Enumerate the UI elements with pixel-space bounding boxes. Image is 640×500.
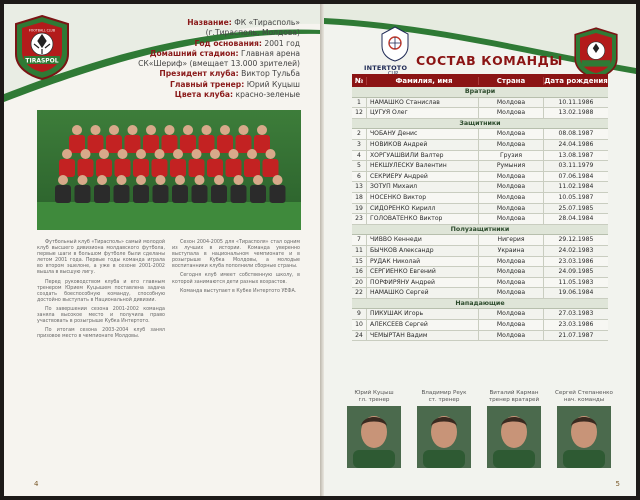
table-row <box>352 151 608 162</box>
info-value: (г.Тирасполь, Молдова) <box>205 28 300 38</box>
team-photo <box>37 110 301 230</box>
player-number: 12 <box>352 108 367 118</box>
table-row <box>352 161 608 172</box>
table-row <box>352 257 608 268</box>
player-country: Грузия <box>479 151 544 161</box>
coach-role: ст. тренер <box>428 396 460 403</box>
player-birthdate: 13.08.1987 <box>558 151 594 159</box>
player-name: РУДАК Николай <box>367 257 479 267</box>
table-row <box>352 320 608 331</box>
player-number: 2 <box>352 129 367 139</box>
player-birthdate: 07.06.1984 <box>558 172 594 180</box>
coach-name: Владимир Реук <box>421 390 467 396</box>
player-number: 5 <box>352 161 367 171</box>
player-country: Молдова <box>479 129 544 139</box>
col-number: № <box>352 77 367 85</box>
player-country: Молдова <box>479 320 544 330</box>
player-country: Молдова <box>479 193 544 203</box>
paragraph: Перед руководством клуба и его главным тренером Юрием Куцышем поставлена задача создать боеспособную команду, способную достойно выступать в Национальной дивизии. <box>37 279 165 303</box>
table-row <box>352 246 608 257</box>
player-country: Молдова <box>479 172 544 182</box>
player-number: 16 <box>352 267 367 277</box>
player-name: АЛЕКСЕЕВ Сергей <box>367 320 479 330</box>
player-birthdate: 23.03.1986 <box>558 257 594 265</box>
coach-name: Юрий Куцыш <box>354 390 394 396</box>
info-label: Главный тренер: <box>170 79 245 89</box>
squad-title: СОСТАВ КОМАНДЫ <box>416 53 563 68</box>
player-number: 13 <box>352 182 367 192</box>
player-number: 23 <box>352 214 367 224</box>
left-page <box>4 4 322 496</box>
coach-name: Сергей Степаненко <box>555 390 613 396</box>
coaching-staff <box>342 390 622 480</box>
table-row <box>352 172 608 183</box>
col-birthdate: Дата рождения <box>544 76 608 85</box>
player-name: ЗОТУП Михаил <box>367 182 479 192</box>
coach-name: Виталий Карман <box>489 390 539 396</box>
player-country: Румыния <box>479 161 544 171</box>
player-birthdate: 10.11.1986 <box>558 98 594 106</box>
coach-photo <box>487 406 541 468</box>
table-row <box>352 267 608 278</box>
section-heading: Полузащитники <box>352 225 608 236</box>
player-birthdate: 13.02.1988 <box>558 109 594 117</box>
player-number: 11 <box>352 246 367 256</box>
player-number: 9 <box>352 309 367 319</box>
player-name: ЦУГУЯ Олег <box>367 108 479 118</box>
info-label: Год основания: <box>194 38 262 48</box>
paragraph: Команда выступает в Кубке Интертото УЕФА. <box>180 288 297 294</box>
player-name: ЧОБАНУ Денис <box>367 129 479 139</box>
squad-table <box>352 74 608 341</box>
coach-caption <box>414 390 474 404</box>
player-name: НАМАШКО Сергей <box>367 288 479 298</box>
coach-caption <box>344 390 404 404</box>
table-row <box>352 235 608 246</box>
intertoto-icon <box>380 26 410 62</box>
player-country: Молдова <box>479 267 544 277</box>
player-name: НОСЕНКО Виктор <box>367 193 479 203</box>
info-row <box>60 59 300 69</box>
table-row <box>352 309 608 320</box>
player-birthdate: 24.02.1983 <box>558 246 594 254</box>
paragraph: Футбольный клуб «Тирасполь» самый молодой клуб высшего дивизиона молдавского футбола, первые шаги в большом футболе были сделаны летом 2001 года. Первые годы команда играла во втором эшелоне, а уже в сезоне 2001-2002 вышла в высшую лигу. <box>37 240 165 276</box>
page-number-right: 5 <box>615 480 620 488</box>
info-label: Название: <box>187 18 232 27</box>
club-info <box>60 18 300 100</box>
player-birthdate: 24.09.1985 <box>558 268 594 276</box>
section-heading: Нападающие <box>352 299 608 310</box>
player-name: БЫЧКОВ Александр <box>367 246 479 256</box>
player-country: Украина <box>479 246 544 256</box>
info-label: Домашний стадион: <box>149 48 239 58</box>
player-birthdate: 21.07.1987 <box>558 331 594 339</box>
col-name: Фамилия, имя <box>367 77 479 85</box>
player-country: Молдова <box>479 214 544 224</box>
table-row <box>352 182 608 193</box>
player-name: ПИКУШАК Игорь <box>367 309 479 319</box>
table-row <box>352 108 608 119</box>
info-row <box>60 28 300 38</box>
info-value: 2001 год <box>264 38 300 48</box>
table-row <box>352 288 608 299</box>
info-row <box>60 39 300 49</box>
player-country: Молдова <box>479 278 544 288</box>
player-country: Молдова <box>479 108 544 118</box>
history-text-left <box>37 240 165 343</box>
info-row <box>60 69 300 79</box>
player-country: Молдова <box>479 140 544 150</box>
player-birthdate: 23.03.1986 <box>558 321 594 329</box>
info-value: Главная арена <box>241 48 300 58</box>
coach-caption <box>484 390 544 404</box>
player-birthdate: 11.02.1984 <box>558 183 594 191</box>
info-row <box>60 49 300 59</box>
info-value: ФК «Тирасполь» <box>234 18 300 27</box>
history-text-right <box>172 240 300 298</box>
table-row <box>352 193 608 204</box>
table-row <box>352 204 608 215</box>
info-label: Цвета клуба: <box>174 90 234 100</box>
player-number: 24 <box>352 331 367 341</box>
player-birthdate: 29.12.1985 <box>558 236 594 244</box>
player-name: НАМАШКО Станислав <box>367 98 479 108</box>
player-name: НЕКШУЛЕСКУ Валентин <box>367 161 479 171</box>
player-birthdate: 19.06.1984 <box>558 289 594 297</box>
player-number: 1 <box>352 98 367 108</box>
player-number: 20 <box>352 278 367 288</box>
player-name: ПОРФИРЯНУ Андрей <box>367 278 479 288</box>
section-heading: Вратари <box>352 87 608 98</box>
player-birthdate: 08.08.1987 <box>558 130 594 138</box>
table-body <box>352 87 608 341</box>
info-value: красно-зеленые <box>235 90 300 100</box>
info-row <box>60 80 300 90</box>
player-birthdate: 11.05.1983 <box>558 278 594 286</box>
table-row <box>352 129 608 140</box>
info-row <box>60 18 300 28</box>
coach-card <box>344 390 404 468</box>
club-crest-icon <box>572 26 620 80</box>
player-number: 7 <box>352 235 367 245</box>
player-number: 10 <box>352 320 367 330</box>
player-birthdate: 27.03.1983 <box>558 310 594 318</box>
player-country: Молдова <box>479 257 544 267</box>
info-value: Виктор Тульба <box>241 69 300 79</box>
table-row <box>352 214 608 225</box>
right-page <box>324 4 636 496</box>
player-name: СИДОРЕНКО Кирилл <box>367 204 479 214</box>
coach-photo <box>417 406 471 468</box>
coach-role: тренер вратарей <box>488 396 540 403</box>
intertoto-label: INTERTOTO <box>364 64 408 72</box>
player-country: Молдова <box>479 309 544 319</box>
info-value: Юрий Куцыш <box>246 79 300 89</box>
coach-caption <box>554 390 614 404</box>
player-name: СЕРГИЕНКО Евгений <box>367 267 479 277</box>
coach-photo <box>557 406 611 468</box>
page-number-left: 4 <box>34 480 39 488</box>
crest-name: TIRASPOL <box>25 57 59 65</box>
col-country: Страна <box>479 77 544 85</box>
coach-card <box>484 390 544 468</box>
coach-photo <box>347 406 401 468</box>
coach-card <box>554 390 614 468</box>
player-number: 6 <box>352 172 367 182</box>
info-row <box>60 90 300 100</box>
player-country: Молдова <box>479 288 544 298</box>
player-number: 22 <box>352 288 367 298</box>
table-row <box>352 278 608 289</box>
player-country: Молдова <box>479 204 544 214</box>
player-birthdate: 25.07.1985 <box>558 204 594 212</box>
player-number: 15 <box>352 257 367 267</box>
player-name: ЧИВВО Кеннеди <box>367 235 479 245</box>
player-name: ХОРГУАШВИЛИ Валтер <box>367 151 479 161</box>
info-label: Президент клуба: <box>159 69 239 79</box>
player-country: Нигерия <box>479 235 544 245</box>
player-name: ГОЛОВАТЕНКО Виктор <box>367 214 479 224</box>
table-header <box>352 74 608 87</box>
player-number: 4 <box>352 151 367 161</box>
player-country: Молдова <box>479 182 544 192</box>
player-name: СЕКРИЕРУ Андрей <box>367 172 479 182</box>
player-number: 3 <box>352 140 367 150</box>
crest-top: FOOTBALL CLUB <box>28 28 56 33</box>
paragraph: Сегодня клуб имеет собственную школу, в которой занимаются дети разных возрастов. <box>172 273 300 285</box>
coach-role: гл. тренер <box>358 396 390 403</box>
player-name: ЧЕМЫРТАН Вадим <box>367 331 479 341</box>
paragraph: По завершении сезона 2001-2002 команда заняла высокое место и получила право участвовать в розыгрыше Кубка Интертото. <box>37 306 165 325</box>
player-number: 19 <box>352 204 367 214</box>
table-row <box>352 98 608 109</box>
info-value: СК«Шериф» (вмещает 13.000 зрителей) <box>138 59 300 69</box>
coach-card <box>414 390 474 468</box>
table-row <box>352 140 608 151</box>
paragraph: По итогам сезона 2003-2004 клуб занял призовое место в чемпионате Молдовы. <box>37 328 165 340</box>
player-country: Молдова <box>479 331 544 341</box>
coach-role: нач. команды <box>563 396 605 403</box>
paragraph: Сезон 2004-2005 для «Тирасполя» стал одним из лучших в истории. Команда уверенно выступала в национальном чемпионате и в розыгрыше Кубка Молдовы, а молодые воспитанники клуба пополнили сборные страны. <box>172 240 300 270</box>
intertoto-logo <box>364 26 424 76</box>
player-name: НОВИКОВ Андрей <box>367 140 479 150</box>
section-heading: Защитники <box>352 119 608 130</box>
player-birthdate: 10.05.1987 <box>558 193 594 201</box>
player-birthdate: 24.04.1986 <box>558 140 594 148</box>
player-number: 18 <box>352 193 367 203</box>
booklet-spread <box>4 4 636 496</box>
table-row <box>352 331 608 342</box>
player-birthdate: 28.04.1984 <box>558 215 594 223</box>
player-country: Молдова <box>479 98 544 108</box>
player-birthdate: 03.11.1979 <box>558 162 594 170</box>
